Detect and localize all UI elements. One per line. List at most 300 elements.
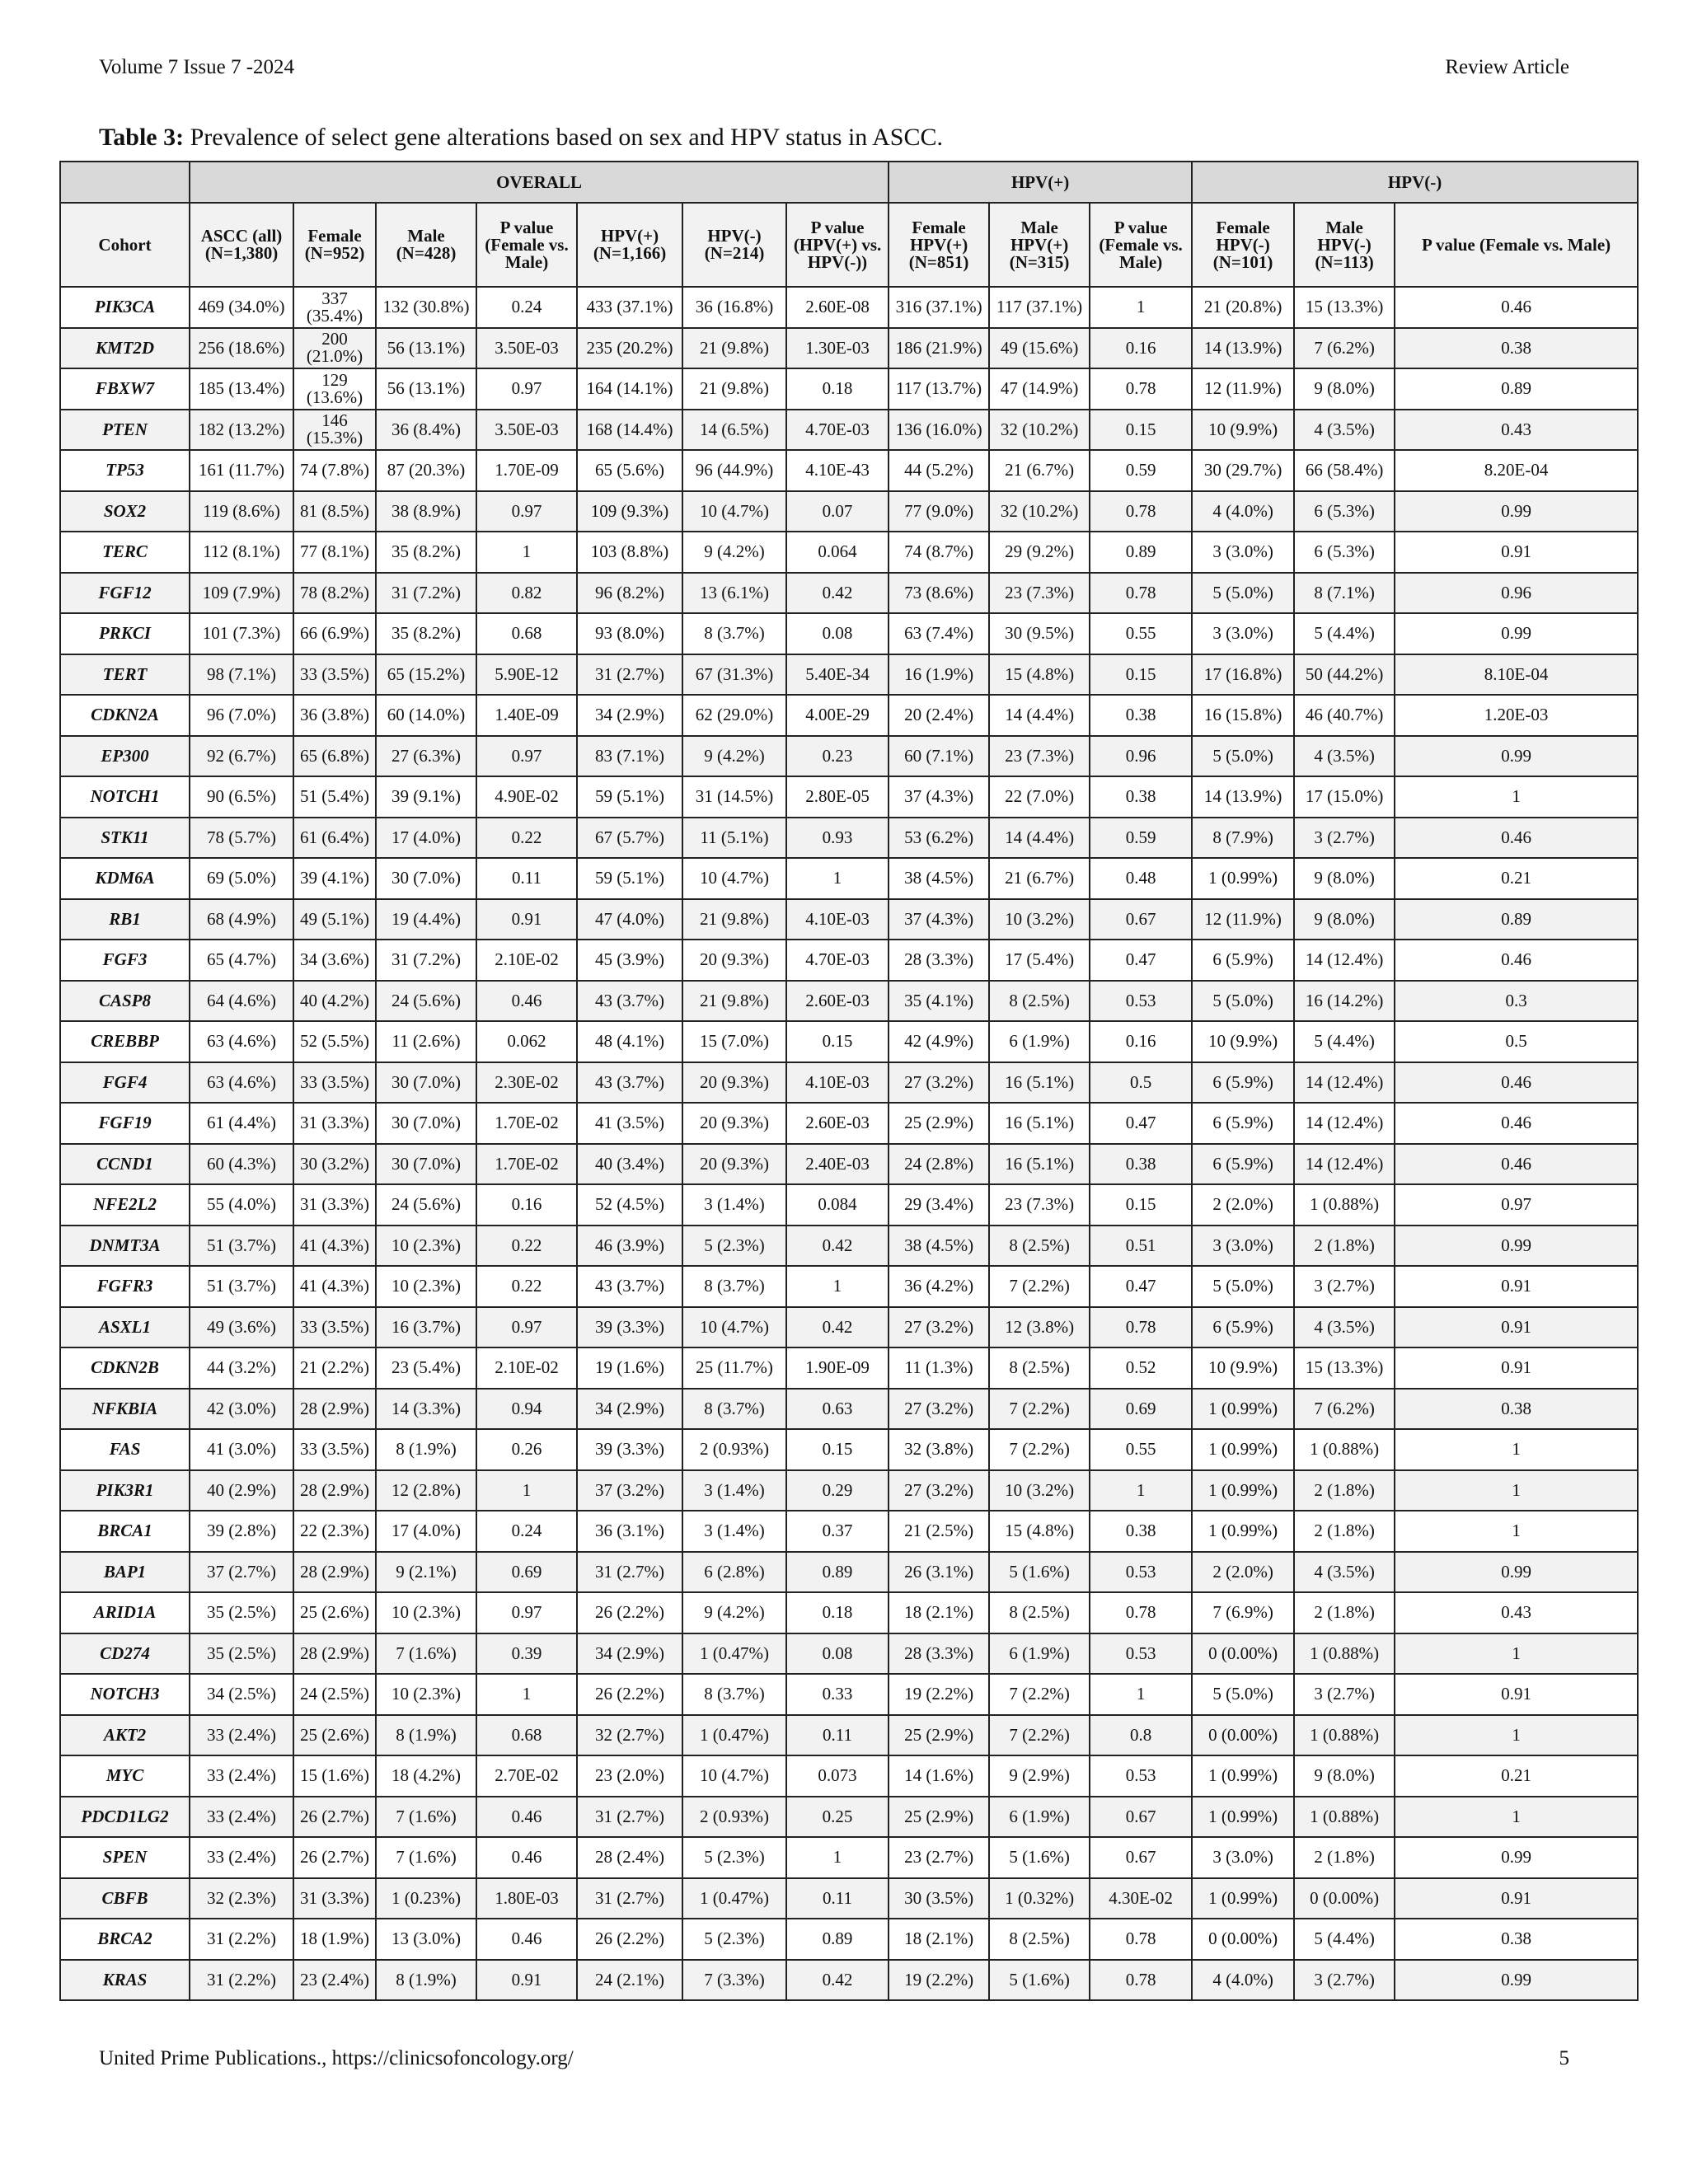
- table-cell: 4.10E-43: [786, 450, 889, 491]
- table-cell: 5 (5.0%): [1192, 1266, 1294, 1307]
- table-cell: 11 (5.1%): [682, 818, 786, 859]
- table-row: [60, 491, 1638, 532]
- table-cell: 5.40E-34: [786, 654, 889, 696]
- table-cell: 5 (5.0%): [1192, 573, 1294, 614]
- gene-name-cell: ARID1A: [60, 1592, 190, 1633]
- table-cell: 14 (4.4%): [989, 695, 1090, 736]
- table-cell: 0.52: [1090, 1347, 1192, 1389]
- table-cell: 5 (2.3%): [682, 1226, 786, 1267]
- table-cell: 10 (2.3%): [376, 1266, 476, 1307]
- table-row: [60, 736, 1638, 777]
- table-cell: 51 (3.7%): [190, 1266, 293, 1307]
- table-cell: 32 (2.7%): [577, 1715, 682, 1756]
- table-cell: 0.23: [786, 736, 889, 777]
- table-cell: 4 (4.0%): [1192, 1960, 1294, 2001]
- table-cell: 21 (9.8%): [682, 981, 786, 1022]
- table-cell: 8.10E-04: [1395, 654, 1638, 696]
- table-cell: 55 (4.0%): [190, 1184, 293, 1226]
- table-cell: 77 (8.1%): [293, 532, 376, 573]
- column-header: Female HPV(+) (N=851): [889, 203, 989, 287]
- table-cell: 15 (1.6%): [293, 1755, 376, 1797]
- table-cell: 18 (1.9%): [293, 1919, 376, 1960]
- table-cell: 39 (4.1%): [293, 858, 376, 899]
- table-cell: 40 (4.2%): [293, 981, 376, 1022]
- table-cell: 2.10E-02: [476, 1347, 577, 1389]
- table-cell: 17 (4.0%): [376, 1511, 476, 1552]
- table-cell: 33 (3.5%): [293, 1307, 376, 1348]
- table-cell: 41 (3.0%): [190, 1429, 293, 1470]
- gene-name-cell: CASP8: [60, 981, 190, 1022]
- table-cell: 0.89: [786, 1552, 889, 1593]
- column-header: P value (Female vs. Male): [1090, 203, 1192, 287]
- table-cell: 21 (2.5%): [889, 1511, 989, 1552]
- table-cell: 21 (6.7%): [989, 450, 1090, 491]
- table-cell: 0.46: [476, 1919, 577, 1960]
- table-cell: 73 (8.6%): [889, 573, 989, 614]
- table-cell: 12 (3.8%): [989, 1307, 1090, 1348]
- table-cell: 44 (5.2%): [889, 450, 989, 491]
- table-cell: 96 (7.0%): [190, 695, 293, 736]
- table-cell: 36 (4.2%): [889, 1266, 989, 1307]
- table-cell: 2.60E-03: [786, 1103, 889, 1144]
- table-cell: 40 (3.4%): [577, 1144, 682, 1185]
- table-cell: 11 (2.6%): [376, 1021, 476, 1062]
- table-cell: 26 (2.2%): [577, 1592, 682, 1633]
- table-cell: 8 (1.9%): [376, 1715, 476, 1756]
- table-cell: 0.08: [786, 1633, 889, 1675]
- table-cell: 9 (2.9%): [989, 1755, 1090, 1797]
- table-cell: 2.40E-03: [786, 1144, 889, 1185]
- gene-name-cell: CDKN2A: [60, 695, 190, 736]
- table-cell: 1 (0.99%): [1192, 1878, 1294, 1919]
- table-cell: 20 (9.3%): [682, 1062, 786, 1104]
- gene-name-cell: PIK3CA: [60, 287, 190, 328]
- table-cell: 8 (2.5%): [989, 981, 1090, 1022]
- table-cell: 67 (31.3%): [682, 654, 786, 696]
- table-cell: 0.073: [786, 1755, 889, 1797]
- table-cell: 14 (13.9%): [1192, 328, 1294, 369]
- table-cell: 33 (3.5%): [293, 1062, 376, 1104]
- table-row: [60, 1837, 1638, 1878]
- table-cell: 49 (3.6%): [190, 1307, 293, 1348]
- gene-name-cell: TP53: [60, 450, 190, 491]
- column-header: Male (N=428): [376, 203, 476, 287]
- table-cell: 14 (12.4%): [1294, 1144, 1395, 1185]
- table-cell: 17 (4.0%): [376, 818, 476, 859]
- table-cell: 101 (7.3%): [190, 613, 293, 654]
- table-cell: 9 (2.1%): [376, 1552, 476, 1593]
- table-cell: 1: [476, 532, 577, 573]
- table-row: [60, 1470, 1638, 1511]
- table-cell: 10 (4.7%): [682, 1307, 786, 1348]
- table-cell: 14 (4.4%): [989, 818, 1090, 859]
- table-cell: 39 (3.3%): [577, 1307, 682, 1348]
- table-cell: 0.59: [1090, 450, 1192, 491]
- table-cell: 10 (2.3%): [376, 1226, 476, 1267]
- table-cell: 24 (5.6%): [376, 981, 476, 1022]
- table-cell: 112 (8.1%): [190, 532, 293, 573]
- table-row: [60, 858, 1638, 899]
- table-cell: 0.18: [786, 1592, 889, 1633]
- table-cell: 0.91: [1395, 1674, 1638, 1715]
- table-cell: 3 (2.7%): [1294, 1266, 1395, 1307]
- table-cell: 1.70E-02: [476, 1144, 577, 1185]
- table-cell: 0.99: [1395, 736, 1638, 777]
- group-header-hpv-positive: HPV(+): [889, 162, 1192, 203]
- table-cell: 0.97: [476, 736, 577, 777]
- table-cell: 49 (5.1%): [293, 899, 376, 940]
- column-header: HPV(-) (N=214): [682, 203, 786, 287]
- table-cell: 8 (2.5%): [989, 1347, 1090, 1389]
- table-cell: 0.91: [1395, 1347, 1638, 1389]
- table-cell: 1: [1395, 1429, 1638, 1470]
- table-cell: 1 (0.99%): [1192, 1511, 1294, 1552]
- table-cell: 0.5: [1090, 1062, 1192, 1104]
- table-cell: 8 (3.7%): [682, 1674, 786, 1715]
- table-cell: 10 (4.7%): [682, 858, 786, 899]
- table-cell: 8.20E-04: [1395, 450, 1638, 491]
- table-cell: 0.78: [1090, 1960, 1192, 2001]
- table-cell: 9 (4.2%): [682, 736, 786, 777]
- table-cell: 0.82: [476, 573, 577, 614]
- table-cell: 23 (5.4%): [376, 1347, 476, 1389]
- table-cell: 34 (2.5%): [190, 1674, 293, 1715]
- table-cell: 43 (3.7%): [577, 981, 682, 1022]
- table-cell: 37 (4.3%): [889, 899, 989, 940]
- table-cell: 0.68: [476, 1715, 577, 1756]
- table-cell: 2 (2.0%): [1192, 1552, 1294, 1593]
- table-cell: 35 (2.5%): [190, 1592, 293, 1633]
- table-row: [60, 1389, 1638, 1430]
- group-header-overall: OVERALL: [190, 162, 889, 203]
- column-header: HPV(+) (N=1,166): [577, 203, 682, 287]
- table-cell: 0.78: [1090, 573, 1192, 614]
- gene-alterations-table: [59, 161, 1639, 2001]
- table-cell: 1.30E-03: [786, 328, 889, 369]
- table-cell: 4 (3.5%): [1294, 410, 1395, 451]
- table-cell: 66 (6.9%): [293, 613, 376, 654]
- table-cell: 1: [786, 858, 889, 899]
- table-cell: 36 (3.1%): [577, 1511, 682, 1552]
- table-cell: 0.99: [1395, 1552, 1638, 1593]
- gene-name-cell: BRCA2: [60, 1919, 190, 1960]
- table-cell: 61 (6.4%): [293, 818, 376, 859]
- table-cell: 1.40E-09: [476, 695, 577, 736]
- table-cell: 28 (3.3%): [889, 1633, 989, 1675]
- table-cell: 16 (1.9%): [889, 654, 989, 696]
- table-cell: 3 (1.4%): [682, 1184, 786, 1226]
- table-cell: 0 (0.00%): [1192, 1919, 1294, 1960]
- table-cell: 0.37: [786, 1511, 889, 1552]
- table-cell: 256 (18.6%): [190, 328, 293, 369]
- table-cell: 1 (0.47%): [682, 1878, 786, 1919]
- table-cell: 4.70E-03: [786, 410, 889, 451]
- table-cell: 1: [1395, 776, 1638, 818]
- table-cell: 31 (2.7%): [577, 654, 682, 696]
- table-cell: 44 (3.2%): [190, 1347, 293, 1389]
- table-cell: 0.26: [476, 1429, 577, 1470]
- table-cell: 0.38: [1090, 776, 1192, 818]
- table-row: [60, 1266, 1638, 1307]
- table-cell: 15 (13.3%): [1294, 1347, 1395, 1389]
- table-cell: 2.70E-02: [476, 1755, 577, 1797]
- table-cell: 0.42: [786, 573, 889, 614]
- table-cell: 33 (2.4%): [190, 1797, 293, 1838]
- table-cell: 146 (15.3%): [293, 410, 376, 451]
- table-cell: 0.96: [1395, 573, 1638, 614]
- table-cell: 0.78: [1090, 491, 1192, 532]
- column-header: Female HPV(-) (N=101): [1192, 203, 1294, 287]
- table-cell: 31 (2.7%): [577, 1878, 682, 1919]
- table-cell: 30 (7.0%): [376, 1103, 476, 1144]
- table-cell: 41 (4.3%): [293, 1226, 376, 1267]
- gene-name-cell: PTEN: [60, 410, 190, 451]
- table-cell: 61 (4.4%): [190, 1103, 293, 1144]
- table-cell: 4 (4.0%): [1192, 491, 1294, 532]
- table-cell: 69 (5.0%): [190, 858, 293, 899]
- column-header: P value (Female vs. Male): [476, 203, 577, 287]
- table-cell: 0.38: [1090, 695, 1192, 736]
- table-row: [60, 940, 1638, 981]
- table-cell: 23 (2.7%): [889, 1837, 989, 1878]
- table-cell: 8 (2.5%): [989, 1592, 1090, 1633]
- table-cell: 6 (2.8%): [682, 1552, 786, 1593]
- gene-name-cell: FGFR3: [60, 1266, 190, 1307]
- page-number: 5: [1559, 2047, 1569, 2069]
- table-cell: 43 (3.7%): [577, 1062, 682, 1104]
- table-cell: 18 (4.2%): [376, 1755, 476, 1797]
- table-cell: 1: [786, 1837, 889, 1878]
- table-cell: 7 (3.3%): [682, 1960, 786, 2001]
- table-cell: 0.8: [1090, 1715, 1192, 1756]
- table-cell: 0.47: [1090, 940, 1192, 981]
- table-cell: 35 (8.2%): [376, 532, 476, 573]
- table-cell: 31 (3.3%): [293, 1184, 376, 1226]
- table-cell: 337 (35.4%): [293, 287, 376, 328]
- table-cell: 14 (12.4%): [1294, 1103, 1395, 1144]
- table-cell: 30 (7.0%): [376, 1144, 476, 1185]
- table-cell: 36 (16.8%): [682, 287, 786, 328]
- table-cell: 0.93: [786, 818, 889, 859]
- gene-name-cell: BAP1: [60, 1552, 190, 1593]
- table-cell: 17 (5.4%): [989, 940, 1090, 981]
- table-cell: 7 (2.2%): [989, 1266, 1090, 1307]
- table-cell: 10 (2.3%): [376, 1592, 476, 1633]
- gene-name-cell: CD274: [60, 1633, 190, 1675]
- table-cell: 8 (2.5%): [989, 1919, 1090, 1960]
- table-cell: 0.11: [476, 858, 577, 899]
- table-cell: 21 (2.2%): [293, 1347, 376, 1389]
- table-cell: 51 (3.7%): [190, 1226, 293, 1267]
- table-cell: 37 (3.2%): [577, 1470, 682, 1511]
- table-cell: 30 (7.0%): [376, 1062, 476, 1104]
- table-cell: 117 (13.7%): [889, 368, 989, 410]
- table-cell: 0.08: [786, 613, 889, 654]
- table-cell: 60 (14.0%): [376, 695, 476, 736]
- table-row: [60, 287, 1638, 328]
- table-cell: 1 (0.99%): [1192, 1797, 1294, 1838]
- gene-name-cell: KRAS: [60, 1960, 190, 2001]
- column-header: P value (Female vs. Male): [1395, 203, 1638, 287]
- table-row: [60, 1144, 1638, 1185]
- table-cell: 0.38: [1395, 1389, 1638, 1430]
- table-cell: 12 (11.9%): [1192, 368, 1294, 410]
- table-cell: 0.46: [1395, 1062, 1638, 1104]
- gene-name-cell: KDM6A: [60, 858, 190, 899]
- table-cell: 60 (7.1%): [889, 736, 989, 777]
- table-cell: 0.42: [786, 1226, 889, 1267]
- table-cell: 3.50E-03: [476, 410, 577, 451]
- table-cell: 1 (0.47%): [682, 1633, 786, 1675]
- table-cell: 16 (5.1%): [989, 1144, 1090, 1185]
- table-cell: 0.062: [476, 1021, 577, 1062]
- table-cell: 0.97: [476, 491, 577, 532]
- table-cell: 9 (8.0%): [1294, 858, 1395, 899]
- table-cell: 28 (2.9%): [293, 1389, 376, 1430]
- table-cell: 0.68: [476, 613, 577, 654]
- table-row: [60, 1347, 1638, 1389]
- table-cell: 6 (1.9%): [989, 1021, 1090, 1062]
- table-cell: 3 (2.7%): [1294, 818, 1395, 859]
- gene-name-cell: FGF4: [60, 1062, 190, 1104]
- table-cell: 0.33: [786, 1674, 889, 1715]
- table-cell: 0.55: [1090, 613, 1192, 654]
- table-cell: 2 (1.8%): [1294, 1226, 1395, 1267]
- table-cell: 28 (2.4%): [577, 1837, 682, 1878]
- table-cell: 34 (3.6%): [293, 940, 376, 981]
- table-cell: 9 (8.0%): [1294, 1755, 1395, 1797]
- table-row: [60, 695, 1638, 736]
- table-cell: 12 (11.9%): [1192, 899, 1294, 940]
- table-cell: 32 (10.2%): [989, 491, 1090, 532]
- table-cell: 7 (2.2%): [989, 1674, 1090, 1715]
- table-cell: 2 (1.8%): [1294, 1837, 1395, 1878]
- table-cell: 0.69: [1090, 1389, 1192, 1430]
- table-row: [60, 1878, 1638, 1919]
- table-cell: 1: [1395, 1511, 1638, 1552]
- table-cell: 1.70E-02: [476, 1103, 577, 1144]
- gene-name-cell: CREBBP: [60, 1021, 190, 1062]
- table-row: [60, 1226, 1638, 1267]
- table-cell: 109 (9.3%): [577, 491, 682, 532]
- table-cell: 68 (4.9%): [190, 899, 293, 940]
- table-cell: 0.69: [476, 1552, 577, 1593]
- table-row: [60, 532, 1638, 573]
- table-cell: 92 (6.7%): [190, 736, 293, 777]
- table-row: [60, 981, 1638, 1022]
- table-cell: 63 (4.6%): [190, 1021, 293, 1062]
- table-cell: 0.53: [1090, 1633, 1192, 1675]
- table-cell: 2 (1.8%): [1294, 1470, 1395, 1511]
- table-cell: 4.10E-03: [786, 1062, 889, 1104]
- table-cell: 8 (1.9%): [376, 1429, 476, 1470]
- table-cell: 13 (6.1%): [682, 573, 786, 614]
- table-cell: 90 (6.5%): [190, 776, 293, 818]
- table-cell: 2.10E-02: [476, 940, 577, 981]
- table-cell: 14 (12.4%): [1294, 1062, 1395, 1104]
- table-cell: 66 (58.4%): [1294, 450, 1395, 491]
- table-cell: 3 (3.0%): [1192, 532, 1294, 573]
- table-cell: 0.22: [476, 818, 577, 859]
- table-cell: 21 (6.7%): [989, 858, 1090, 899]
- table-cell: 24 (2.5%): [293, 1674, 376, 1715]
- table-cell: 31 (2.7%): [577, 1797, 682, 1838]
- table-cell: 0.91: [476, 899, 577, 940]
- table-cell: 0.89: [1395, 899, 1638, 940]
- table-cell: 1: [786, 1266, 889, 1307]
- table-cell: 6 (5.9%): [1192, 1144, 1294, 1185]
- table-cell: 3 (2.7%): [1294, 1960, 1395, 2001]
- table-cell: 9 (8.0%): [1294, 899, 1395, 940]
- table-row: [60, 1103, 1638, 1144]
- table-cell: 0.43: [1395, 1592, 1638, 1633]
- gene-name-cell: PRKCI: [60, 613, 190, 654]
- table-cell: 0.99: [1395, 491, 1638, 532]
- gene-name-cell: NOTCH3: [60, 1674, 190, 1715]
- table-cell: 0.16: [1090, 328, 1192, 369]
- gene-name-cell: PDCD1LG2: [60, 1797, 190, 1838]
- table-cell: 5 (5.0%): [1192, 1674, 1294, 1715]
- gene-name-cell: RB1: [60, 899, 190, 940]
- table-cell: 1 (0.88%): [1294, 1429, 1395, 1470]
- table-cell: 4 (3.5%): [1294, 1552, 1395, 1593]
- column-header: ASCC (all) (N=1,380): [190, 203, 293, 287]
- table-cell: 0 (0.00%): [1192, 1715, 1294, 1756]
- table-cell: 0.91: [476, 1960, 577, 2001]
- table-cell: 46 (40.7%): [1294, 695, 1395, 736]
- gene-name-cell: CDKN2B: [60, 1347, 190, 1389]
- table-cell: 0.91: [1395, 1307, 1638, 1348]
- table-cell: 43 (3.7%): [577, 1266, 682, 1307]
- table-cell: 35 (8.2%): [376, 613, 476, 654]
- table-cell: 7 (6.2%): [1294, 1389, 1395, 1430]
- table-caption-text: Prevalence of select gene alterations based on sex and HPV status in ASCC.: [184, 124, 944, 151]
- table-cell: 56 (13.1%): [376, 328, 476, 369]
- group-header-blank: [60, 162, 190, 203]
- table-caption: [99, 124, 943, 152]
- table-cell: 14 (6.5%): [682, 410, 786, 451]
- table-cell: 8 (3.7%): [682, 613, 786, 654]
- table-cell: 0.97: [1395, 1184, 1638, 1226]
- table-row: [60, 776, 1638, 818]
- table-cell: 3 (1.4%): [682, 1511, 786, 1552]
- table-cell: 23 (7.3%): [989, 736, 1090, 777]
- table-row: [60, 368, 1638, 410]
- table-row: [60, 1674, 1638, 1715]
- table-cell: 0.53: [1090, 1552, 1192, 1593]
- table-cell: 96 (44.9%): [682, 450, 786, 491]
- table-cell: 2.30E-02: [476, 1062, 577, 1104]
- table-cell: 15 (4.8%): [989, 1511, 1090, 1552]
- table-cell: 37 (2.7%): [190, 1552, 293, 1593]
- table-row: [60, 1592, 1638, 1633]
- table-cell: 8 (3.7%): [682, 1266, 786, 1307]
- table-cell: 14 (3.3%): [376, 1389, 476, 1430]
- table-cell: 19 (2.2%): [889, 1960, 989, 2001]
- table-cell: 18 (2.1%): [889, 1592, 989, 1633]
- gene-name-cell: NFKBIA: [60, 1389, 190, 1430]
- table-cell: 2 (1.8%): [1294, 1511, 1395, 1552]
- table-cell: 0.46: [1395, 818, 1638, 859]
- table-cell: 4.00E-29: [786, 695, 889, 736]
- table-cell: 161 (11.7%): [190, 450, 293, 491]
- table-row: [60, 1797, 1638, 1838]
- table-row: [60, 613, 1638, 654]
- table-cell: 28 (2.9%): [293, 1633, 376, 1675]
- table-cell: 0.46: [1395, 1144, 1638, 1185]
- table-cell: 31 (14.5%): [682, 776, 786, 818]
- table-cell: 0.38: [1090, 1144, 1192, 1185]
